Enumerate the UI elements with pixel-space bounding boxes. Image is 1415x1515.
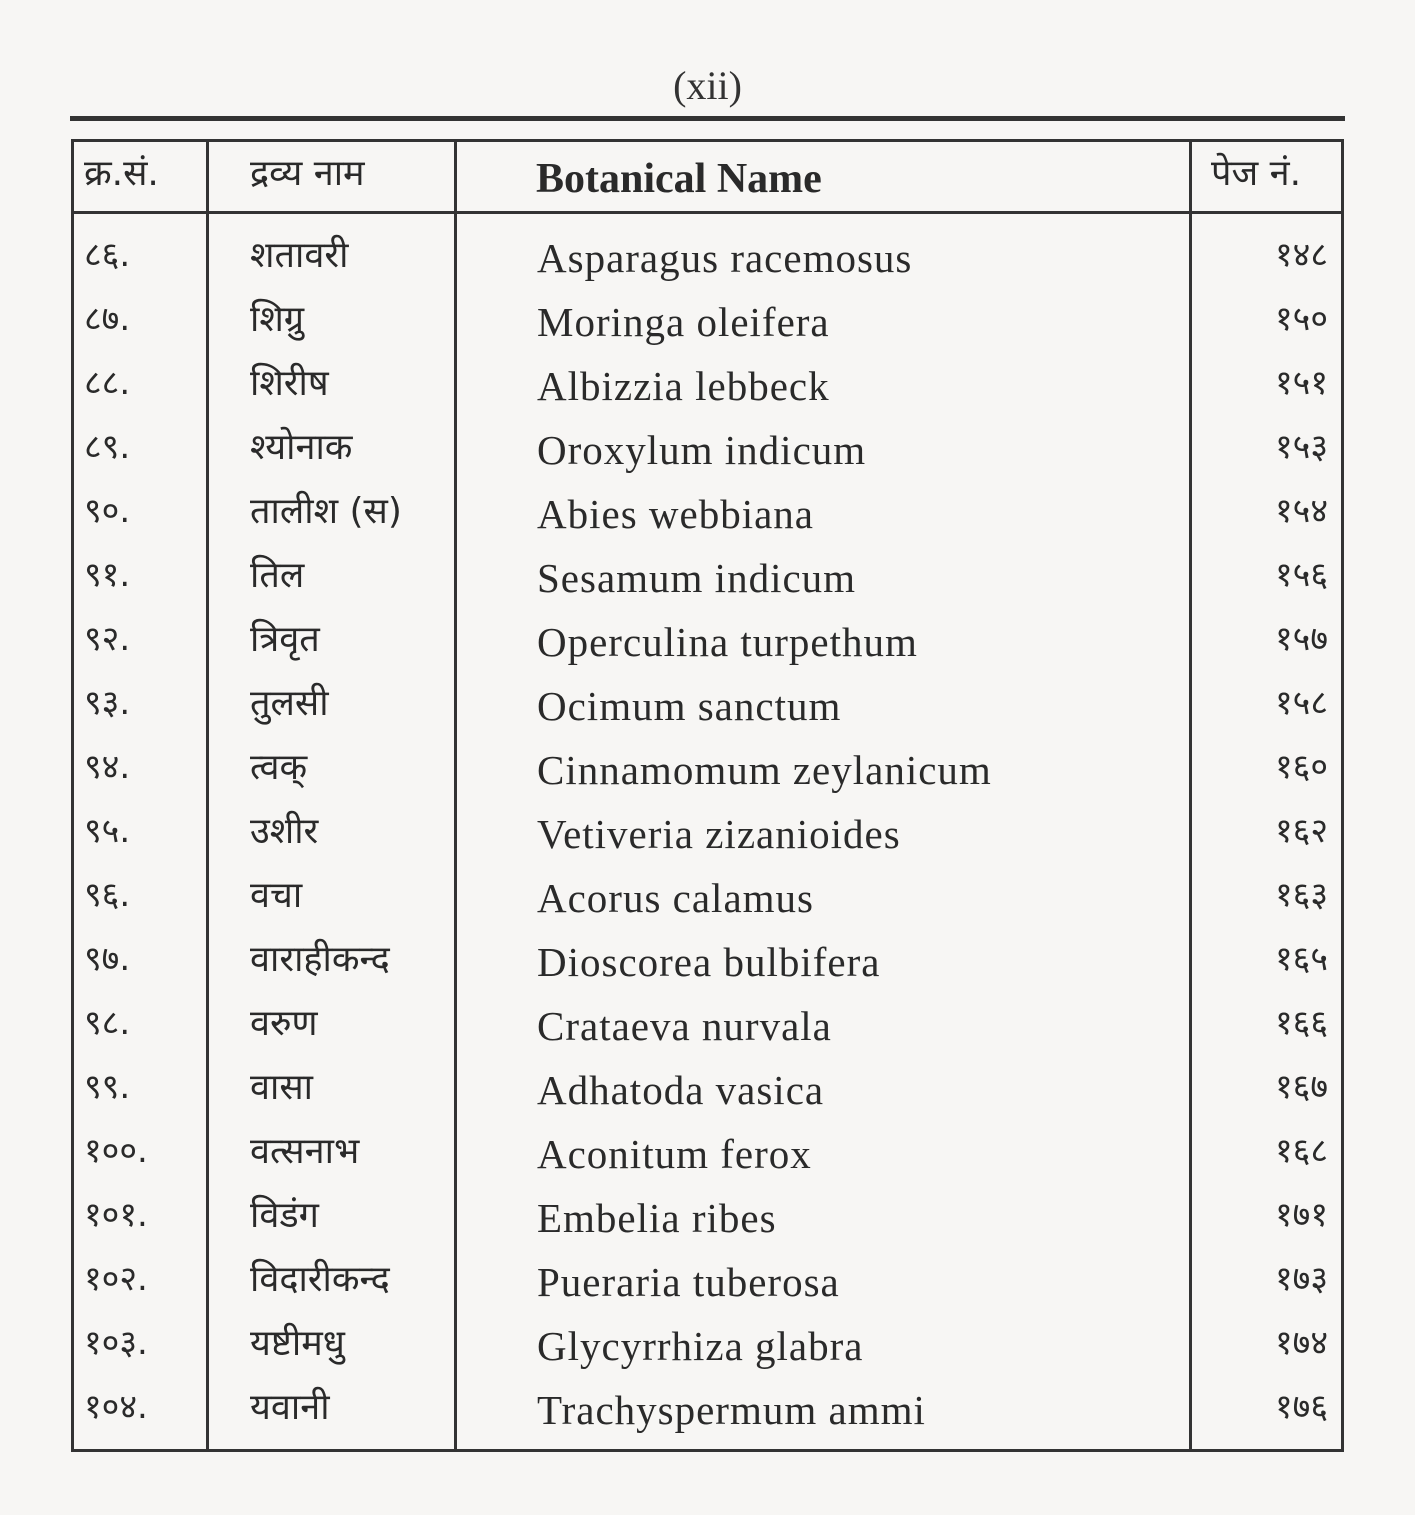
- cell-serial-number: १०१.: [84, 1195, 148, 1235]
- cell-botanical-name: Asparagus racemosus: [537, 235, 913, 281]
- cell-dravya-name: शिरीष: [250, 363, 329, 404]
- table-row: [0, 235, 1415, 302]
- cell-botanical-name: Acorus calamus: [537, 875, 814, 921]
- cell-serial-number: ८६.: [84, 235, 131, 275]
- cell-serial-number: १०३.: [84, 1323, 148, 1363]
- table-row: [0, 1387, 1415, 1454]
- table-row: [0, 811, 1415, 878]
- cell-dravya-name: तुलसी: [250, 683, 329, 724]
- cell-serial-number: ९९.: [84, 1067, 131, 1107]
- cell-page-number: १५८: [1274, 683, 1328, 723]
- cell-dravya-name: वरुण: [250, 1003, 318, 1044]
- cell-dravya-name: श्योनाक: [250, 427, 353, 468]
- cell-botanical-name: Oroxylum indicum: [537, 427, 867, 473]
- table-row: [0, 299, 1415, 366]
- cell-dravya-name: वत्सनाभ: [250, 1131, 360, 1172]
- cell-serial-number: ९७.: [84, 939, 131, 979]
- cell-botanical-name: Pueraria tuberosa: [537, 1259, 840, 1305]
- cell-dravya-name: वाराहीकन्द: [250, 939, 390, 980]
- cell-page-number: १६०: [1274, 747, 1328, 787]
- table-row: [0, 747, 1415, 814]
- cell-serial-number: ८८.: [84, 363, 131, 403]
- cell-serial-number: ९२.: [84, 619, 131, 659]
- cell-page-number: १६२: [1274, 811, 1328, 851]
- cell-dravya-name: तिल: [250, 555, 305, 596]
- cell-page-number: १७६: [1274, 1387, 1328, 1427]
- cell-dravya-name: तालीश (स): [250, 491, 402, 532]
- table-row: [0, 1195, 1415, 1262]
- table-row: [0, 1259, 1415, 1326]
- cell-page-number: १५३: [1274, 427, 1328, 467]
- header-botanical-name: Botanical Name: [536, 156, 822, 202]
- cell-serial-number: ९६.: [84, 875, 131, 915]
- cell-page-number: १७४: [1274, 1323, 1328, 1363]
- cell-botanical-name: Operculina turpethum: [537, 619, 918, 665]
- cell-botanical-name: Albizzia lebbeck: [537, 363, 830, 409]
- cell-page-number: १४८: [1274, 235, 1328, 275]
- table-row: [0, 555, 1415, 622]
- cell-botanical-name: Ocimum sanctum: [537, 683, 842, 729]
- table-row: [0, 875, 1415, 942]
- cell-dravya-name: वचा: [250, 875, 303, 916]
- cell-serial-number: ८९.: [84, 427, 131, 467]
- cell-botanical-name: Moringa oleifera: [537, 299, 830, 345]
- header-dravya-name: द्रव्य नाम: [250, 153, 365, 194]
- cell-dravya-name: यवानी: [250, 1387, 330, 1428]
- header-page-number: पेज नं.: [1211, 153, 1302, 194]
- table-row: [0, 427, 1415, 494]
- cell-serial-number: ९४.: [84, 747, 131, 787]
- top-rule: [70, 116, 1345, 121]
- header-serial-number: क्र.सं.: [84, 153, 159, 194]
- cell-botanical-name: Cinnamomum zeylanicum: [537, 747, 992, 793]
- table-row: [0, 1067, 1415, 1134]
- cell-page-number: १७१: [1274, 1195, 1328, 1235]
- header-divider: [71, 211, 1344, 214]
- table-row: [0, 619, 1415, 686]
- cell-botanical-name: Vetiveria zizanioides: [537, 811, 901, 857]
- cell-botanical-name: Embelia ribes: [537, 1195, 777, 1241]
- cell-serial-number: १०२.: [84, 1259, 148, 1299]
- cell-dravya-name: यष्टीमधु: [250, 1323, 345, 1364]
- cell-page-number: १५१: [1274, 363, 1328, 403]
- cell-page-number: १६५: [1274, 939, 1328, 979]
- cell-botanical-name: Adhatoda vasica: [537, 1067, 825, 1113]
- cell-page-number: १६३: [1274, 875, 1328, 915]
- cell-serial-number: ८७.: [84, 299, 131, 339]
- cell-dravya-name: त्रिवृत: [250, 619, 320, 660]
- cell-serial-number: ९०.: [84, 491, 131, 531]
- cell-serial-number: ९३.: [84, 683, 131, 723]
- cell-botanical-name: Dioscorea bulbifera: [537, 939, 881, 985]
- cell-page-number: १५६: [1274, 555, 1328, 595]
- cell-dravya-name: विदारीकन्द: [250, 1259, 390, 1300]
- cell-page-number: १५७: [1274, 619, 1328, 659]
- cell-dravya-name: शिग्रु: [250, 299, 305, 340]
- cell-dravya-name: विडंग: [250, 1195, 319, 1236]
- cell-page-number: १६८: [1274, 1131, 1328, 1171]
- cell-dravya-name: उशीर: [250, 811, 319, 852]
- table-row: [0, 491, 1415, 558]
- table-row: [0, 1323, 1415, 1390]
- cell-botanical-name: Trachyspermum ammi: [537, 1387, 926, 1433]
- cell-dravya-name: शतावरी: [250, 235, 349, 276]
- cell-botanical-name: Abies webbiana: [537, 491, 814, 537]
- cell-botanical-name: Glycyrrhiza glabra: [537, 1323, 864, 1369]
- cell-serial-number: ९८.: [84, 1003, 131, 1043]
- table-row: [0, 939, 1415, 1006]
- page-number: (xii): [673, 63, 742, 108]
- table-row: [0, 1003, 1415, 1070]
- cell-page-number: १६७: [1274, 1067, 1328, 1107]
- cell-serial-number: ९१.: [84, 555, 131, 595]
- cell-page-number: १५०: [1274, 299, 1328, 339]
- cell-serial-number: १००.: [84, 1131, 148, 1171]
- cell-serial-number: ९५.: [84, 811, 131, 851]
- cell-botanical-name: Crataeva nurvala: [537, 1003, 832, 1049]
- cell-dravya-name: त्वक्: [250, 747, 308, 788]
- cell-serial-number: १०४.: [84, 1387, 148, 1427]
- table-row: [0, 683, 1415, 750]
- cell-page-number: १७३: [1274, 1259, 1328, 1299]
- cell-botanical-name: Aconitum ferox: [537, 1131, 812, 1177]
- cell-botanical-name: Sesamum indicum: [537, 555, 857, 601]
- cell-dravya-name: वासा: [250, 1067, 314, 1108]
- cell-page-number: १५४: [1274, 491, 1328, 531]
- cell-page-number: १६६: [1274, 1003, 1328, 1043]
- table-row: [0, 1131, 1415, 1198]
- table-row: [0, 363, 1415, 430]
